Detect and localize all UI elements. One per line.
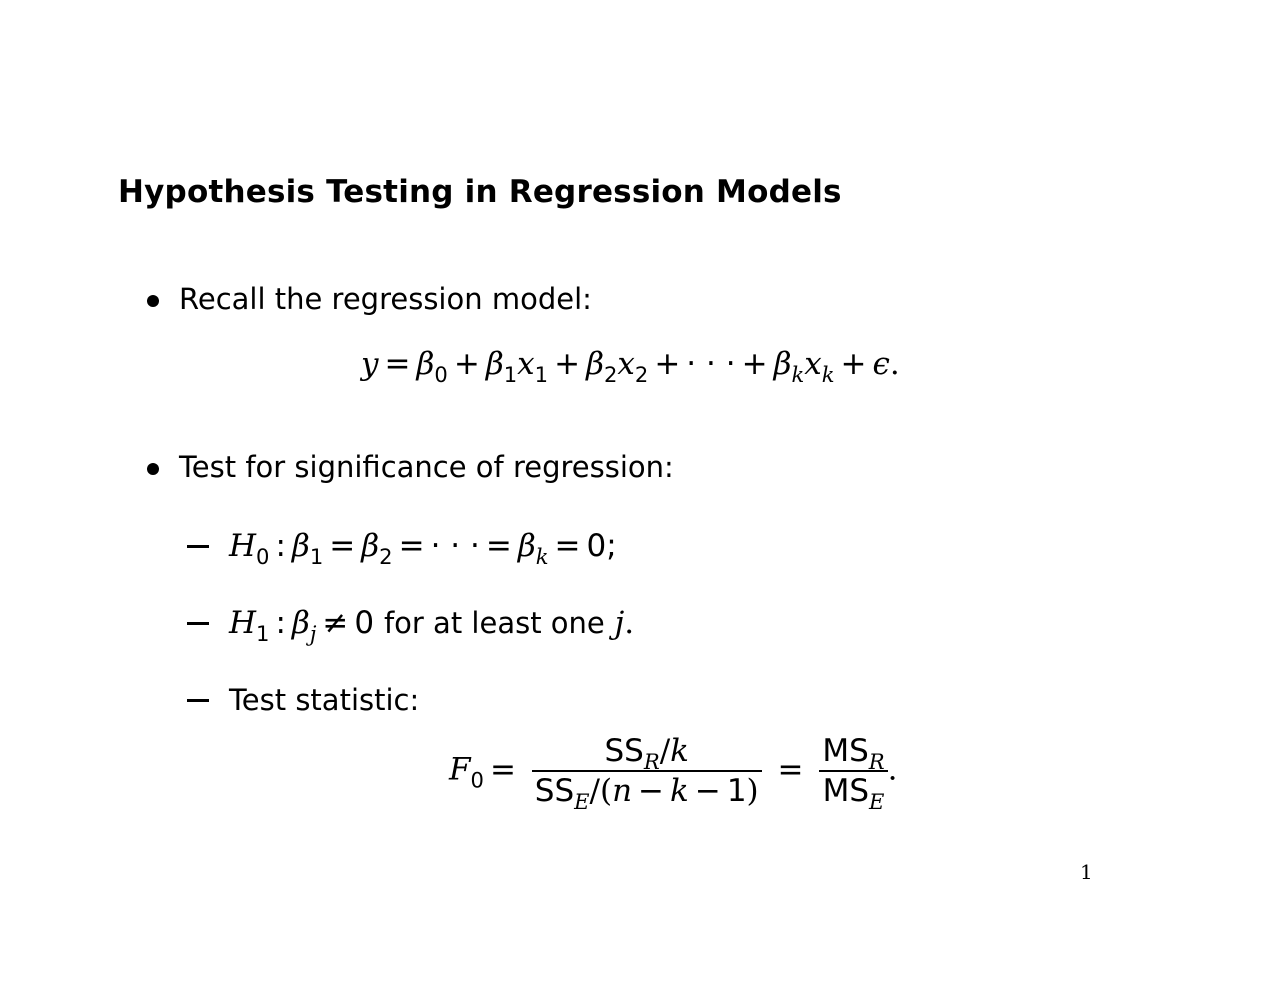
null-hypothesis: $H_0$ : $\beta_1 = \beta_2$ = · · · = $\beta_k = 0$; xyxy=(229,528,617,569)
bullet-dot xyxy=(147,295,159,307)
alternative-hypothesis-text: for at least one xyxy=(383,606,605,640)
dash-marker xyxy=(187,545,209,548)
bullet-dot xyxy=(147,463,159,475)
slide-title: Hypothesis Testing in Regression Models xyxy=(118,174,842,210)
mean-square-fraction: $\frac{MS_R}{MS_E}$ xyxy=(819,732,887,810)
alternative-hypothesis: $H_1$ : $\beta_j \ne 0$ for at least one j. xyxy=(229,605,635,646)
dash-marker xyxy=(187,622,209,625)
page-number: 1 xyxy=(1080,860,1093,884)
bullet-recall-model: Recall the regression model: xyxy=(179,282,592,316)
test-statistic-label: Test statistic: xyxy=(229,683,420,717)
bullet-test-significance: Test for significance of regression: xyxy=(179,450,674,484)
regression-model-equation: $y = \beta_0 + \beta_1x_1 + \beta_2x_2$ + · · · + $\beta_kx_k + \epsilon$. xyxy=(361,346,900,387)
dash-marker xyxy=(187,699,209,702)
f-statistic-equation: $F_0$ = $\frac{SS_R/k}{SS_E/(n - k - 1)}$ = $\frac{MS_R}{MS_E}$ . xyxy=(449,733,898,814)
f-statistic-fraction: $\frac{SS_R/k}{SS_E/(n - k - 1)}$ xyxy=(532,732,762,810)
